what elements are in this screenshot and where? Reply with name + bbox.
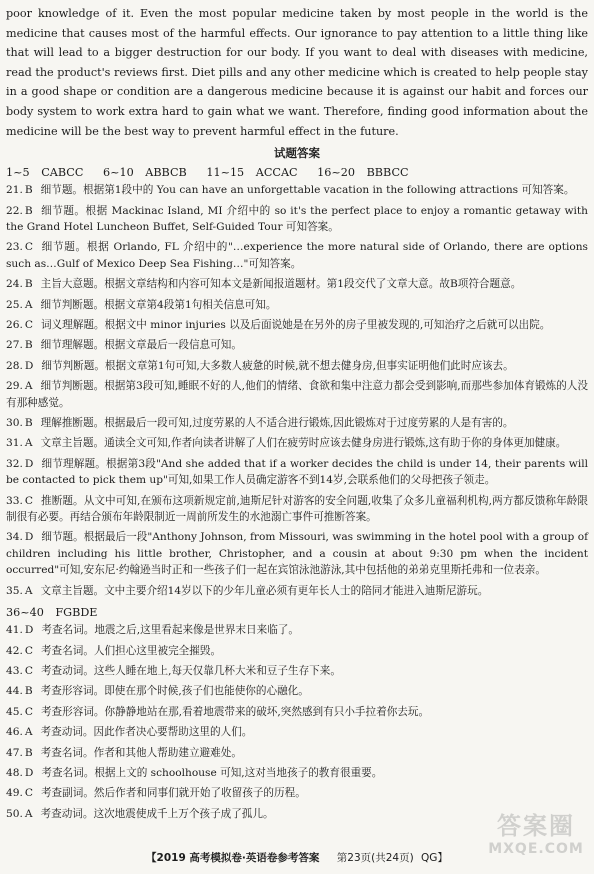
question-number: 32. [6,457,23,470]
answer-letter: B [24,184,33,197]
footer-page-number: 第23页(共24页) [336,852,414,864]
answer-explanation: 文章主旨题。文中主要介绍14岁以下的少年儿童必须有更年长人士的陪同才能进入迪斯尼游玩。 [40,584,489,597]
answer-item [6,683,588,699]
answer-letter: B [24,746,33,759]
answer-letter: D [24,766,34,779]
answer-item [6,724,588,740]
answer-item [6,785,588,801]
answer-letter: D [24,457,34,470]
summary-group: 6~10 ABBCB [102,166,187,180]
intro-paragraph: poor knowledge of it. Even the most popular medicine taken by most people in the world is the medicine that causes most of the harmful effects. Our ignorance to pay attention to a little thing like that will lead to a bigger destruction for our body. If you want to deal with diseases with medicine, read the product's reviews first. Diet pills and any other medicine which is created to help people stay in a good shape or condition are a dangerous medicine because it is against our habit and forces our body system to work extra hard to gain what we want. Therefore, finding good information about the medicine will be the best way to prevent harmful effect in the future. [6,7,588,138]
answer-item [6,358,588,374]
question-number: 49. [6,787,23,800]
answer-letter: D [24,359,34,372]
answer-letter: A [24,437,33,450]
answer-explanation: 考查名词。根据上文的 schoolhouse 可知,这对当地孩子的教育很重要。 [41,766,383,779]
answer-letter: C [24,241,33,254]
question-number: 31. [6,437,23,450]
answer-explanation: 考查动词。因此作者决心要帮助这里的人们。 [40,726,253,739]
answer-item [6,415,588,431]
question-number: 27. [6,339,23,352]
question-number: 33. [6,494,23,507]
answer-item [6,239,588,272]
answer-item [6,182,588,198]
question-number: 22. [6,204,23,217]
answer-letter: C [24,705,33,718]
answer-explanation: 文章主旨题。通读全文可知,作者向读者讲解了人们在疲劳时应该去健身房进行锻炼,这有助于你的身体更加健康。 [40,437,567,450]
answer-letter: C [24,494,33,507]
answer-explanation: 细节判断题。根据文章第4段第1句相关信息可知。 [40,298,277,311]
answer-item [6,583,588,599]
answer-explanation: 词义理解题。根据文中 minor injuries 以及后面说她是在另外的房子里被发现的,可知治疗之后就可以出院。 [40,319,551,331]
question-number: 42. [6,644,23,657]
answer-explanation: 考查动词。这些人睡在地上,每天仅靠几杯大米和豆子生存下来。 [40,664,341,677]
answer-letter: C [24,787,33,800]
question-number: 34. [6,531,23,544]
answer-item [6,663,588,679]
question-number: 21. [6,184,23,197]
answer-letter: B [24,685,33,698]
footer-title: 【2019 高考模拟卷·英语卷参考答案 [146,852,320,864]
answer-item [6,765,588,781]
question-number: 48. [6,766,23,779]
answer-explanation: 细节判断题。根据文章第1句可知,大多数人疲惫的时候,就不想去健身房,但事实证明他们此时应该去。 [41,359,514,372]
question-number: 29. [6,380,23,393]
question-number: 50. [6,807,23,820]
answer-explanation: 细节题。根据 Orlando, FL 介绍中的"…experience the more natural side of Orlando, there are options such as…Gulf of Mexico Deep Sea Fishing…"可知答案。 [6,241,588,270]
question-number: 45. [6,705,23,718]
summary-group: 16~20 BBBCC [317,166,409,180]
answer-explanation: 细节判断题。根据第3段可知,睡眠不好的人,他们的情绪、食欲和集中注意力都会受到影响,而那些参加体育锻炼的人没有那种感觉。 [6,380,588,409]
question-number: 35. [6,584,23,597]
answer-letter: C [24,644,33,657]
section-title: 试题答案 [274,146,320,161]
answer-item [6,456,588,489]
answer-explanation: 理解推断题。根据最后一段可知,过度劳累的人不适合进行锻炼,因此锻炼对于过度劳累的人是有害的。 [40,417,514,430]
answer-explanation: 细节题。根据 Mackinac Island, MI 介绍中的 so it's the perfect place to enjoy a romantic getaway with the Grand Hotel Luncheon Buffet, Self-Guided Tour 可知答案。 [6,204,588,233]
question-number: 46. [6,726,23,739]
question-number: 25. [6,298,23,311]
answer-item [6,337,588,353]
answer-explanation: 考查名词。作者和其他人帮助建立避难处。 [40,746,242,759]
answer-item [6,643,588,659]
answer-letter: B [24,339,33,352]
answer-item [6,435,588,451]
answer-letter: B [24,204,33,217]
answer-explanation: 主旨大意题。根据文章结构和内容可知本文是新闻报道题材。第1段交代了文章大意。故B项符合题意。 [40,278,522,291]
page-footer [0,850,594,870]
answer-item [6,745,588,761]
answer-letter: B [24,417,33,430]
question-number: 23. [6,241,23,254]
answer-item [6,529,588,578]
answer-explanation: 推断题。从文中可知,在颁布这项新规定前,迪斯尼针对游客的安全问题,收集了众多儿童福利机构,两方都反馈称年龄限制很有必要。再结合颁布年龄限制近一周前所发生的水池溺亡事件可推断答案。 [6,494,588,524]
summary-group: 11~15 ACCAC [206,166,298,180]
answer-letter: C [24,664,33,677]
answer-explanation: 考查名词。地震之后,这里看起来像是世界末日来临了。 [41,624,299,637]
answer-explanation: 考查形容词。即使在那个时候,孩子们也能使你的心融化。 [40,685,309,698]
answer-item [6,203,588,236]
answer-letter: A [24,298,33,311]
answer-explanation: 考查形容词。你静静地站在那,看着地震带来的破坏,突然感到有只小手拉着你去玩。 [40,705,430,718]
question-number: 28. [6,359,23,372]
answers-21-35 [6,182,588,599]
answer-letter: C [24,319,33,331]
answer-letter: D [24,624,34,637]
answer-item [6,378,588,411]
answer-item [6,622,588,638]
summary-group: 1~5 CABCC [6,166,84,180]
answer-item [6,276,588,292]
answer-item [6,317,588,333]
answer-page [6,4,588,826]
answer-summary-36-40: 36~40 FGBDE [6,606,98,620]
question-number: 30. [6,417,23,430]
answer-explanation: 考查名词。人们担心这里被完全摧毁。 [40,644,222,657]
answer-item [6,704,588,720]
answer-explanation: 考查副词。然后作者和同事们就开始了收留孩子的历程。 [40,787,306,800]
answers-41-50 [6,622,588,822]
answer-explanation: 细节题。根据第1段中的 You can have an unforgettable vacation in the following attractions 可知答案。 [40,184,575,197]
answer-item [6,493,588,526]
question-number: 47. [6,746,23,759]
question-number: 44. [6,685,23,698]
answer-summary-1-20 [6,163,588,182]
answer-letter: D [24,531,34,544]
answer-explanation: 细节理解题。根据第3段"And she added that if a worker decides the child is under 14, their parents will be contacted to pick them up"可知,如果工作人员确定游客不到14岁,会联系他们的父母把孩子领走。 [6,457,588,487]
answer-letter: B [24,278,33,291]
answer-explanation: 细节理解题。根据文章最后一段信息可知。 [40,339,242,352]
answer-explanation: 细节题。根据最后一段"Anthony Johnson, from Missouri, was swimming in the hotel pool with a group of children including his little brother, Christopher, and a cousin at about 9:30 pm when the incident occurred"可知,安东尼·约翰逊当时正和一些孩子们一起在宾馆泳池游泳,其中包括他的弟弟克里斯托弗和一位表亲。 [6,531,588,577]
question-number: 24. [6,278,23,291]
watermark-logo: 答案圈 MXQE.COM [488,812,584,857]
question-number: 41. [6,624,23,637]
answer-letter: A [24,807,33,820]
answer-letter: A [24,726,33,739]
answer-item [6,297,588,313]
answer-letter: A [24,380,33,393]
question-number: 26. [6,319,23,331]
question-number: 43. [6,664,23,677]
answer-letter: A [24,584,33,597]
footer-code: QG】 [421,852,448,864]
answer-explanation: 考查动词。这次地震使成千上万个孩子成了孤儿。 [40,807,274,820]
